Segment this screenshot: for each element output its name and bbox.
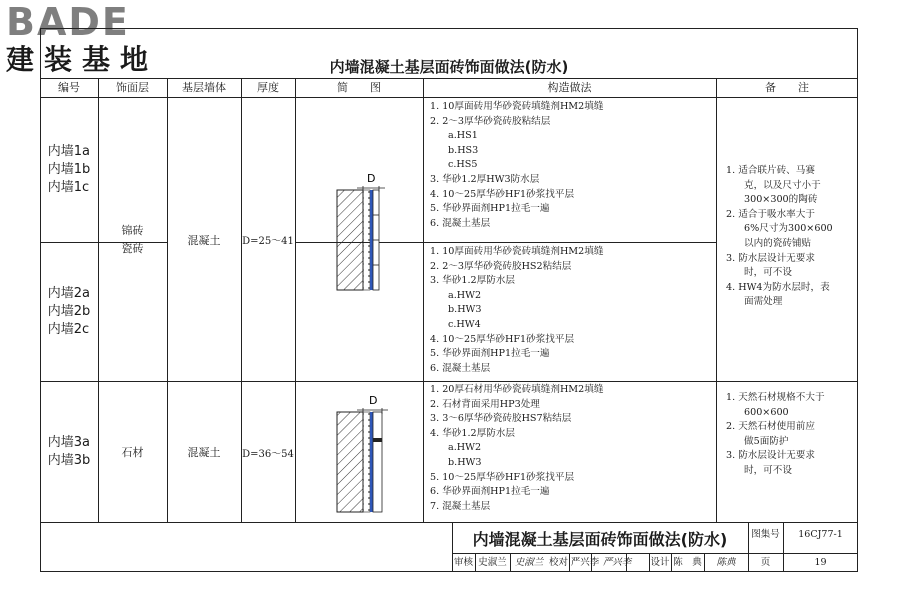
design-label: 设计 bbox=[650, 557, 670, 568]
dimension-label: D bbox=[369, 394, 378, 407]
group1-finish-line1: 锦砖 bbox=[121, 223, 144, 237]
construction-step: 1. 10厚面砖用华砂瓷砖填缝剂HM2填缝 bbox=[430, 246, 604, 257]
construction-step: 4. 华砂1.2厚防水层 bbox=[430, 427, 516, 439]
construction-step: 1. 10厚面砖用华砂瓷砖填缝剂HM2填缝 bbox=[430, 101, 604, 112]
logo-brand-text: BADE bbox=[6, 0, 130, 44]
note-line: 4. HW4为防水层时，表 bbox=[726, 281, 830, 293]
construction-step: 6. 混凝土基层 bbox=[430, 362, 491, 374]
row2-construction bbox=[430, 245, 712, 376]
atlas-label: 图集号 bbox=[751, 529, 780, 540]
group1-notes bbox=[726, 164, 854, 310]
construction-step: a.HS1 bbox=[448, 130, 478, 142]
row3-construction bbox=[430, 383, 712, 514]
mortar-layer bbox=[363, 412, 370, 512]
row3-code-b: 内墙3b bbox=[47, 453, 91, 468]
figure-section-2 bbox=[295, 388, 423, 520]
reviewer-name: 史淑兰 bbox=[478, 557, 507, 568]
table-bottom-rule bbox=[40, 522, 858, 523]
note-line: 3. 防水层设计无要求 bbox=[726, 252, 815, 264]
row3-code-a: 内墙3a bbox=[47, 435, 90, 450]
group1-base: 混凝土 bbox=[187, 233, 221, 247]
construction-step: 3. 华砂1.2厚防水层 bbox=[430, 275, 516, 287]
header-construction: 构造做法 bbox=[547, 81, 592, 94]
construction-step: 6. 混凝土基层 bbox=[430, 217, 491, 229]
construction-step: 5. 10～25厚华砂HF1砂浆找平层 bbox=[430, 471, 575, 483]
construction-step: 2. 石材背面采用HP3处理 bbox=[430, 398, 540, 410]
group1-finish-line2: 瓷砖 bbox=[121, 241, 144, 255]
note-line: 6%尺寸为300×600 bbox=[744, 223, 833, 235]
note-line: 2. 天然石材使用前应 bbox=[726, 421, 815, 433]
logo-cn-text: 建装基地 bbox=[6, 43, 159, 76]
construction-step: 4. 10～25厚华砂HF1砂浆找平层 bbox=[430, 333, 575, 345]
mortar-layer bbox=[363, 190, 370, 290]
construction-step: 7. 混凝土基层 bbox=[430, 500, 491, 512]
row2-code-a: 内墙2a bbox=[47, 286, 90, 301]
group2-base: 混凝土 bbox=[187, 446, 221, 459]
header-thickness: 厚度 bbox=[257, 81, 279, 94]
row2-codes bbox=[40, 243, 98, 381]
construction-step: 2. 2～3厚华砂瓷砖胶HS2粘结层 bbox=[430, 260, 572, 272]
page-number: 19 bbox=[814, 557, 827, 568]
construction-step: c.HS5 bbox=[448, 159, 478, 171]
group2-notes bbox=[726, 391, 854, 479]
row1-code-a: 内墙1a bbox=[47, 144, 90, 159]
note-line: 时，可不设 bbox=[744, 267, 792, 279]
construction-step: 3. 华砂1.2厚HW3防水层 bbox=[430, 173, 540, 185]
check-label: 校对 bbox=[548, 557, 568, 568]
row2-code-b: 内墙2b bbox=[47, 304, 91, 319]
row1-code-b: 内墙1b bbox=[47, 162, 91, 177]
construction-step: 2. 2～3厚华砂瓷砖胶粘结层 bbox=[430, 115, 551, 127]
note-line: 600×600 bbox=[744, 406, 789, 418]
concrete-layer bbox=[337, 412, 363, 512]
header-notes: 备 注 bbox=[765, 81, 809, 94]
construction-step: b.HW3 bbox=[448, 304, 482, 316]
construction-step: 4. 10～25厚华砂HF1砂浆找平层 bbox=[430, 188, 575, 200]
construction-step: 5. 华砂界面剂HP1拉毛一遍 bbox=[430, 203, 550, 215]
group2-finish: 石材 bbox=[121, 446, 144, 459]
footer-title: 内墙混凝土基层面砖饰面做法(防水) bbox=[472, 530, 728, 549]
header-code: 编号 bbox=[58, 81, 80, 94]
construction-step: 1. 20厚石材用华砂瓷砖填缝剂HM2填缝 bbox=[430, 384, 604, 395]
construction-step: b.HS3 bbox=[448, 144, 479, 156]
note-line: 时，可不设 bbox=[744, 464, 792, 476]
row2-code-c: 内墙2c bbox=[47, 322, 90, 337]
construction-step: 6. 华砂界面剂HP1拉毛一遍 bbox=[430, 486, 550, 498]
construction-step: c.HW4 bbox=[448, 318, 481, 330]
designer-signature: 陈典 bbox=[716, 557, 736, 568]
col-rule-6 bbox=[716, 78, 717, 522]
reviewer-signature: 史淑兰 bbox=[514, 557, 544, 568]
note-line: 1. 天然石材规格不大于 bbox=[726, 392, 825, 403]
note-line: 做5面防护 bbox=[744, 435, 789, 447]
group2-thickness: D=36～54 bbox=[242, 448, 294, 460]
construction-step: a.HW2 bbox=[448, 442, 482, 454]
note-line: 以内的瓷砖铺贴 bbox=[744, 237, 812, 249]
page-title: 内墙混凝土基层面砖饰面做法(防水) bbox=[329, 58, 569, 76]
row1-code-c: 内墙1c bbox=[47, 180, 90, 195]
concrete-layer bbox=[337, 190, 363, 290]
row3-codes bbox=[40, 382, 98, 522]
header-top-rule bbox=[40, 78, 858, 79]
note-line: 面需处理 bbox=[744, 296, 783, 308]
dimension-label: D bbox=[367, 172, 376, 185]
construction-step: 5. 华砂界面剂HP1拉毛一遍 bbox=[430, 348, 550, 360]
waterproof-layer bbox=[370, 412, 373, 512]
row1-construction bbox=[430, 100, 712, 231]
note-line: 2. 适合于吸水率大于 bbox=[726, 208, 815, 220]
construction-step: b.HW3 bbox=[448, 456, 482, 468]
group1-thickness: D=25～41 bbox=[242, 236, 294, 247]
note-line: 300×300的陶砖 bbox=[744, 194, 818, 206]
page-label: 页 bbox=[760, 557, 771, 568]
header-figure: 简 图 bbox=[337, 81, 381, 94]
note-line: 克，以及尺寸小于 bbox=[744, 179, 821, 191]
review-label: 审核 bbox=[453, 557, 473, 568]
row1-codes bbox=[40, 98, 98, 242]
construction-step: 3. 3～6厚华砂瓷砖胶HS7粘结层 bbox=[430, 413, 572, 425]
col-rule-5 bbox=[423, 78, 424, 522]
note-line: 1. 适合联片砖、马赛 bbox=[726, 165, 815, 176]
header-finish: 饰面层 bbox=[116, 81, 149, 94]
atlas-number: 16CJ77-1 bbox=[798, 529, 843, 540]
checker-signature: 严兴李 bbox=[602, 557, 632, 568]
waterproof-layer bbox=[370, 190, 373, 290]
construction-step: a.HW2 bbox=[448, 289, 482, 301]
checker-name: 严兴李 bbox=[570, 557, 600, 568]
header-base: 基层墙体 bbox=[182, 81, 226, 94]
note-line: 3. 防水层设计无要求 bbox=[726, 450, 815, 462]
stone-layer bbox=[373, 412, 382, 512]
designer-name: 陈 典 bbox=[673, 557, 702, 568]
figure-section-1 bbox=[295, 160, 423, 300]
group1-finish bbox=[98, 98, 167, 381]
